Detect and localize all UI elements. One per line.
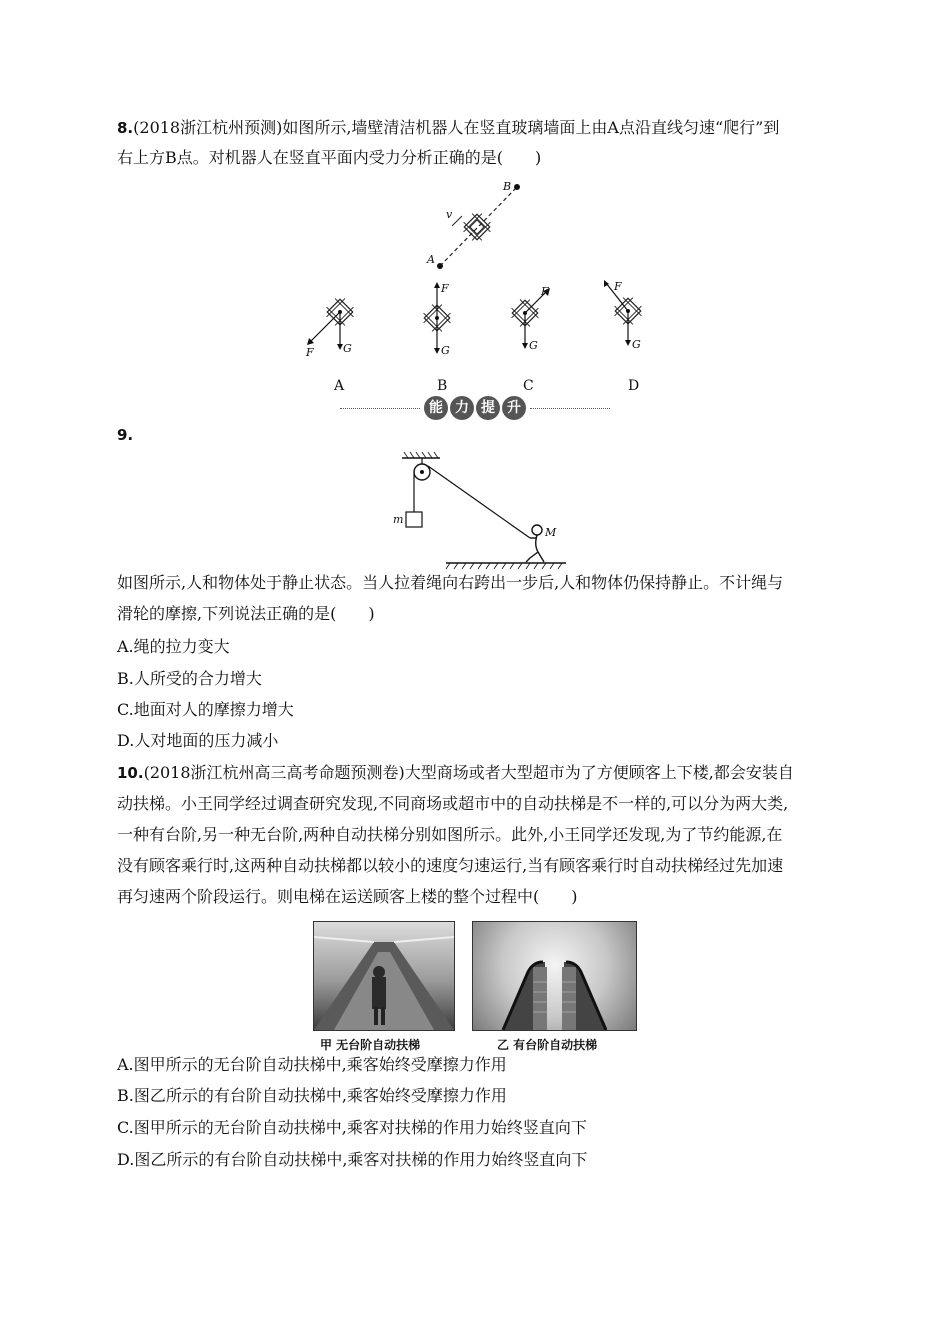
force-f-label: F (614, 280, 622, 293)
q8-option-d-label: D (628, 378, 640, 394)
q8-option-c-label: C (523, 378, 534, 394)
q8-option-d-figure (600, 280, 660, 360)
q9-line1: 如图所示,人和物体处于静止状态。当人拉着绳向右跨出一步后,人和物体仍保持静止。不计绳与 (117, 573, 784, 592)
q10-line3: 一种有台阶,另一种无台阶,两种自动扶梯分别如图所示。此外,小王同学还发现,为了节约能源,在 (117, 825, 783, 844)
photo-no-step-escalator (313, 921, 455, 1031)
point-a-dot (437, 263, 443, 269)
section-banner (340, 396, 610, 422)
banner-line-left (340, 408, 420, 409)
point-a-label: A (427, 253, 435, 266)
point-b-label: B (503, 180, 512, 193)
mass-M-label: M (545, 526, 557, 539)
q9-line2: 滑轮的摩擦,下列说法正确的是( ) (117, 604, 375, 623)
q10-line5: 再匀速两个阶段运行。则电梯在运送顾客上楼的整个过程中( ) (117, 887, 578, 906)
q10-option-d: D.图乙所示的有台阶自动扶梯中,乘客对扶梯的作用力始终竖直向下 (117, 1150, 588, 1169)
q8-number: 8. (117, 119, 134, 137)
velocity-label: v (446, 208, 453, 221)
gravity-g-label: G (441, 344, 450, 357)
q10-option-b: B.图乙所示的有台阶自动扶梯中,乘客始终受摩擦力作用 (117, 1086, 507, 1105)
q8-option-c-figure (505, 283, 565, 358)
q10-line2: 动扶梯。小王同学经过调查研究发现,不同商场或超市中的自动扶梯是不一样的,可以分为两大类, (117, 794, 789, 813)
q8-path-figure (420, 178, 530, 273)
q9-number: 9. (117, 426, 134, 444)
q8-line2: 右上方B点。对机器人在竖直平面内受力分析正确的是( ) (117, 148, 542, 167)
point-b-dot (514, 184, 520, 190)
banner-title (424, 396, 526, 420)
photo-step-escalator (472, 921, 637, 1031)
q8-option-b-figure (410, 280, 470, 360)
banner-char: 力 (450, 396, 474, 420)
q8-line1 (117, 117, 779, 139)
banner-char: 升 (502, 396, 526, 420)
q9-option-b: B.人所受的合力增大 (117, 669, 262, 688)
person-icon (526, 525, 544, 562)
gravity-g-label: G (529, 339, 538, 352)
block-m (406, 512, 422, 527)
path-line (440, 187, 517, 266)
q10-option-a: A.图甲所示的无台阶自动扶梯中,乘客始终受摩擦力作用 (117, 1055, 507, 1074)
q9-option-a: A.绳的拉力变大 (117, 637, 230, 656)
banner-char: 提 (476, 396, 500, 420)
q10-option-c: C.图甲所示的无台阶自动扶梯中,乘客对扶梯的作用力始终竖直向下 (117, 1118, 587, 1137)
q10-line1 (117, 762, 794, 784)
q9-option-d: D.人对地面的压力减小 (117, 731, 279, 750)
q9-pulley-figure (390, 450, 570, 570)
q8-option-b-label: B (437, 378, 448, 394)
caption-step: 乙 有台阶自动扶梯 (497, 1038, 598, 1052)
q10-number: 10. (117, 764, 144, 782)
velocity-arrow (452, 216, 462, 226)
caption-no-step: 甲 无台阶自动扶梯 (320, 1038, 421, 1052)
force-f-label: F (541, 285, 549, 298)
q8-option-a-figure (300, 290, 370, 365)
force-f-label: F (306, 346, 314, 359)
q9-option-c: C.地面对人的摩擦力增大 (117, 700, 294, 719)
q8-text-1: (2018浙江杭州预测)如图所示,墙壁清洁机器人在竖直玻璃墙面上由A点沿直线匀速“爬行”到 (133, 118, 780, 137)
banner-char: 能 (424, 396, 448, 420)
q8-option-a-label: A (334, 378, 345, 394)
gravity-g-label: G (343, 342, 352, 355)
gravity-g-label: G (632, 338, 641, 351)
q10-text-1: (2018浙江杭州高三高考命题预测卷)大型商场或者大型超市为了方便顾客上下楼,都会安装自 (143, 763, 794, 782)
q10-line4: 没有顾客乘行时,这两种自动扶梯都以较小的速度匀速运行,当有顾客乘行时自动扶梯经过先加速 (117, 856, 784, 875)
mass-m-label: m (393, 513, 404, 526)
banner-line-right (530, 408, 610, 409)
force-f-label: F (441, 282, 449, 295)
